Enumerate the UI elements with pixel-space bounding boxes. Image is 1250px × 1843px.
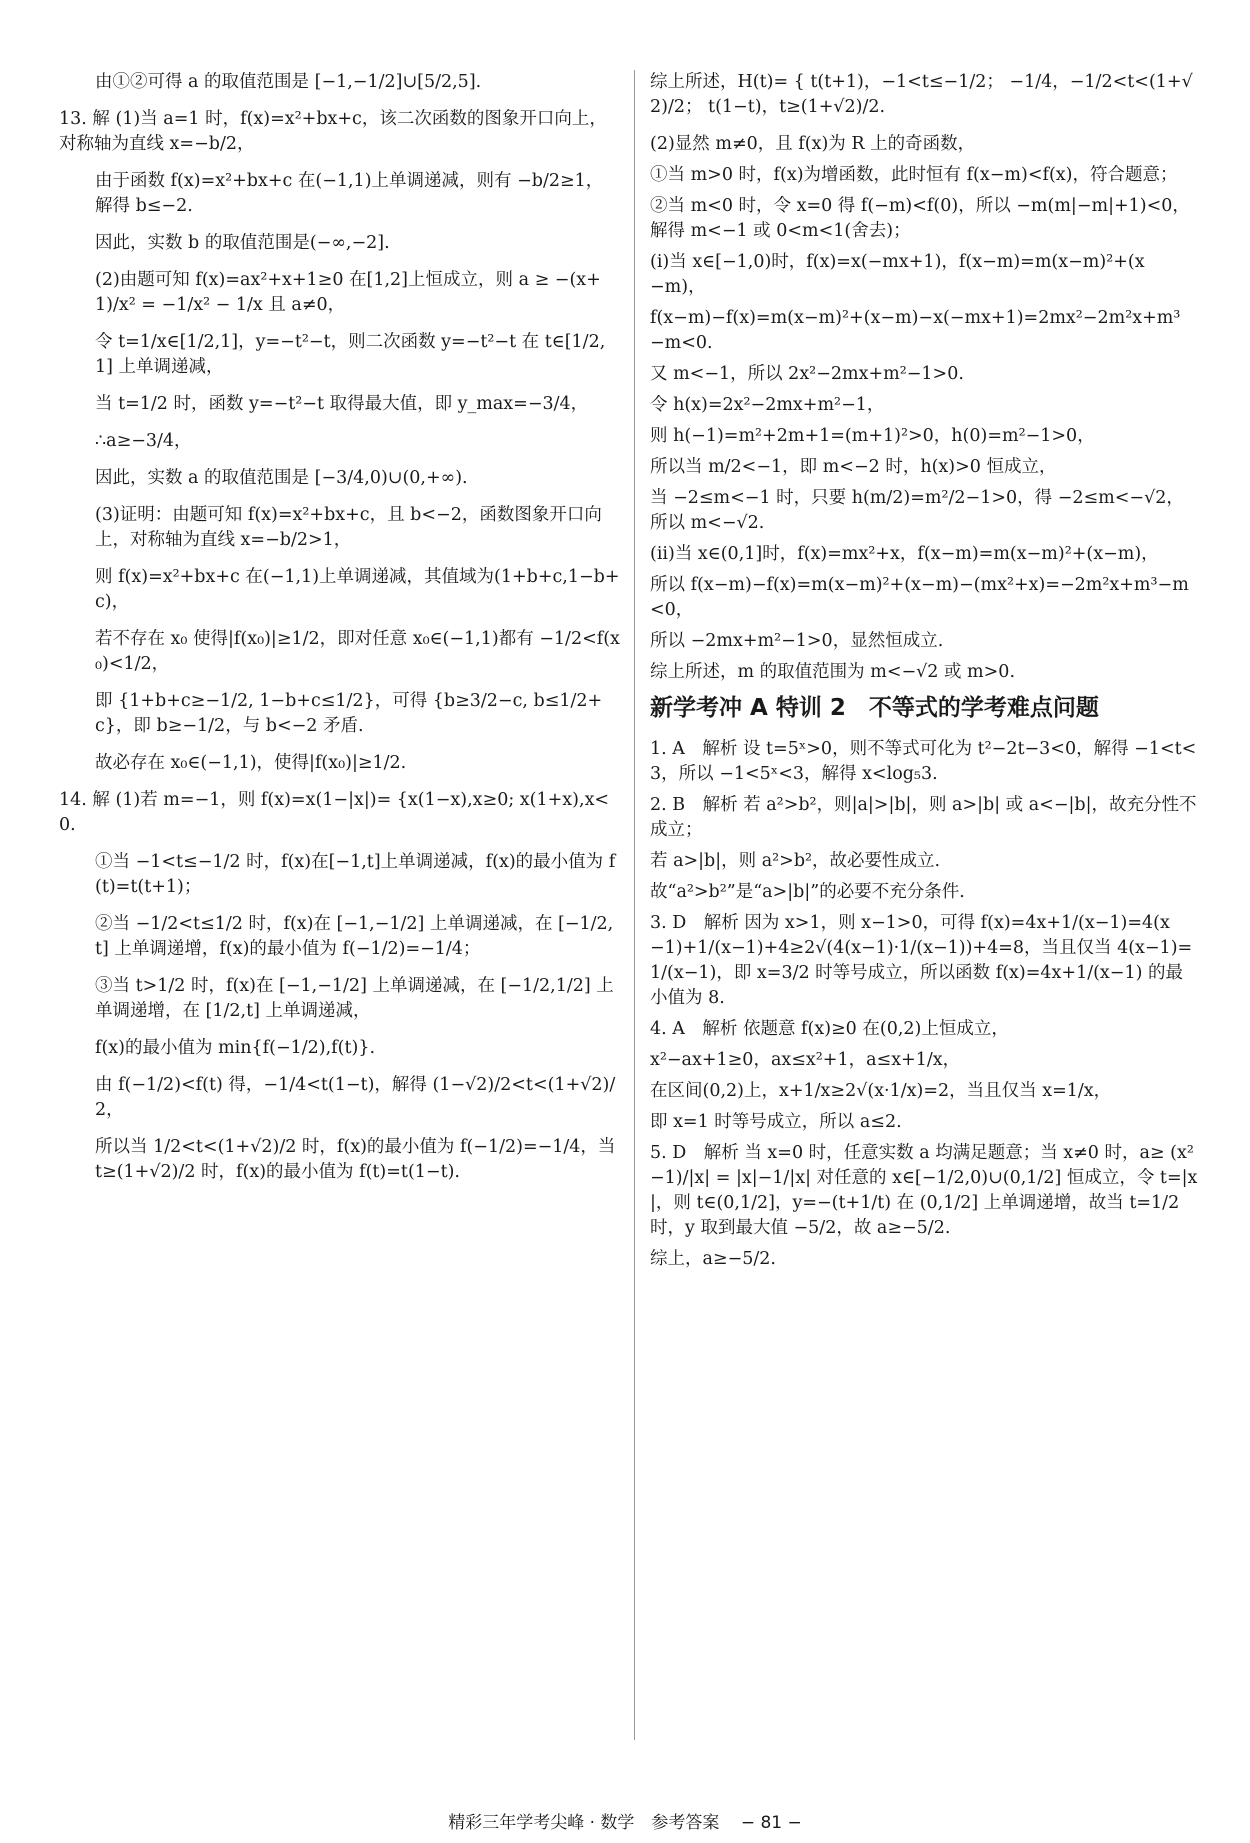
left-column bbox=[59, 70, 620, 1197]
text-line: (i)当 x∈[−1,0)时，f(x)=x(−mx+1)，f(x−m)=m(x−m)²+(x−m)， bbox=[650, 252, 1145, 297]
text-line: f(x−m)−f(x)=m(x−m)²+(x−m)−x(−mx+1)=2mx²−2m²x+m³−m<0. bbox=[650, 308, 1181, 353]
text-line: f(x)的最小值为 min{f(−1/2),f(t)}. bbox=[95, 1038, 376, 1058]
text-line: 在区间(0,2)上，x+1/x≥2√(x·1/x)=2，当且仅当 x=1/x， bbox=[650, 1081, 1112, 1101]
text-line: 因此，实数 b 的取值范围是(−∞,−2]. bbox=[95, 233, 390, 253]
column-divider bbox=[634, 70, 635, 1740]
text-line: 因此，实数 a 的取值范围是 [−3/4,0)∪(0,+∞). bbox=[95, 468, 468, 488]
text-line: ②当 −1/2<t≤1/2 时，f(x)在 [−1,−1/2] 上单调递减，在 [−1/2,t] 上单调递增，f(x)的最小值为 f(−1/2)=−1/4； bbox=[95, 914, 614, 959]
section-title: 新学考冲 A 特训 2 不等式的学考难点问题 bbox=[650, 695, 1099, 721]
text-line: 则 h(−1)=m²+2m+1=(m+1)²>0，h(0)=m²−1>0， bbox=[650, 426, 1095, 446]
text-line: 综上所述，m 的取值范围为 m<−√2 或 m>0. bbox=[650, 662, 1016, 682]
page-footer bbox=[0, 1808, 1250, 1833]
answer-5: 5. D 解析 当 x=0 时，任意实数 a 均满足题意；当 x≠0 时，a≥ (x²−1)/|x| = |x|−1/|x| 对任意的 x∈[−1/2,0)∪(0,1/2] 恒成立，令 t=|x|，则 t∈(0,1/2]，y=−(t+1/t) 在 (0,1/2] 上单调递增，故当 t=1/2 时，y 取到最大值 −5/2，故 a≥−5/2. bbox=[650, 1143, 1198, 1238]
problem-14-part-1: 14. 解 (1)若 m=−1，则 f(x)=x(1−|x|)= {x(1−x),x≥0; x(1+x),x<0. bbox=[59, 790, 610, 835]
text-line: (3)证明：由题可知 f(x)=x²+bx+c，且 b<−2，函数图象开口向上，对称轴为直线 x=−b/2>1， bbox=[95, 505, 602, 550]
page-number: − 81 − bbox=[740, 1813, 802, 1833]
text-line: 即 x=1 时等号成立，所以 a≤2. bbox=[650, 1112, 902, 1132]
right-column bbox=[650, 70, 1200, 1278]
text-line: 当 t=1/2 时，函数 y=−t²−t 取得最大值，即 y_max=−3/4， bbox=[95, 394, 589, 414]
text-line: (2)显然 m≠0，且 f(x)为 R 上的奇函数， bbox=[650, 134, 976, 154]
text-line: 所以当 1/2<t<(1+√2)/2 时，f(x)的最小值为 f(−1/2)=−1/4，当 t≥(1+√2)/2 时，f(x)的最小值为 f(t)=t(1−t). bbox=[95, 1137, 616, 1182]
text-line: 综上，a≥−5/2. bbox=[650, 1249, 776, 1269]
text-line: 若 a>|b|，则 a²>b²，故必要性成立. bbox=[650, 851, 941, 871]
text-line: 综上所述，H(t)= { t(t+1)，−1<t≤−1/2； −1/4，−1/2<t<(1+√2)/2； t(1−t)，t≥(1+√2)/2. bbox=[650, 72, 1193, 117]
text-line: 则 f(x)=x²+bx+c 在(−1,1)上单调递减，其值域为(1+b+c,1−b+c)， bbox=[95, 567, 620, 612]
text-line: ①当 m>0 时，f(x)为增函数，此时恒有 f(x−m)<f(x)，符合题意； bbox=[650, 165, 1178, 185]
text-line: ①当 −1<t≤−1/2 时，f(x)在[−1,t]上单调递减，f(x)的最小值为 f(t)=t(t+1)； bbox=[95, 852, 616, 897]
text-line: 即 {1+b+c≥−1/2, 1−b+c≤1/2}，可得 {b≥3/2−c, b≤1/2+c}，即 b≥−1/2，与 b<−2 矛盾. bbox=[95, 691, 603, 736]
text-line: 所以 f(x−m)−f(x)=m(x−m)²+(x−m)−(mx²+x)=−2m²x+m³−m<0， bbox=[650, 575, 1189, 620]
text-line: 所以 −2mx+m²−1>0，显然恒成立. bbox=[650, 631, 944, 651]
text-line: 令 h(x)=2x²−2mx+m²−1， bbox=[650, 395, 885, 415]
text-line: (2)由题可知 f(x)=ax²+x+1≥0 在[1,2]上恒成立，则 a ≥ −(x+1)/x² = −1/x² − 1/x 且 a≠0， bbox=[95, 270, 601, 315]
text-line: 令 t=1/x∈[1/2,1]，y=−t²−t，则二次函数 y=−t²−t 在 t∈[1/2,1] 上单调递减， bbox=[95, 332, 606, 377]
text-line: 若不存在 x₀ 使得|f(x₀)|≥1/2，即对任意 x₀∈(−1,1)都有 −1/2<f(x₀)<1/2， bbox=[95, 629, 620, 674]
text-line: 当 −2≤m<−1 时，只要 h(m/2)=m²/2−1>0，得 −2≤m<−√2，所以 m<−√2. bbox=[650, 488, 1184, 533]
text-line: 又 m<−1，所以 2x²−2mx+m²−1>0. bbox=[650, 364, 964, 384]
answer-4: 4. A 解析 依题意 f(x)≥0 在(0,2)上恒成立， bbox=[650, 1019, 1009, 1039]
answer-2: 2. B 解析 若 a²>b²，则|a|>|b|，则 a>|b| 或 a<−|b|，故充分性不成立； bbox=[650, 795, 1197, 840]
text-line: 故“a²>b²”是“a>|b|”的必要不充分条件. bbox=[650, 882, 965, 902]
answer-3: 3. D 解析 因为 x>1，则 x−1>0，可得 f(x)=4x+1/(x−1)=4(x−1)+1/(x−1)+4≥2√(4(x−1)·1/(x−1))+4=8，当且仅当 4(x−1)=1/(x−1)，即 x=3/2 时等号成立，所以函数 f(x)=4x+1/(x−1) 的最小值为 8. bbox=[650, 913, 1193, 1008]
text-line: (ii)当 x∈(0,1]时，f(x)=mx²+x，f(x−m)=m(x−m)²+(x−m)， bbox=[650, 544, 1159, 564]
problem-13-part-1: 13. 解 (1)当 a=1 时，f(x)=x²+bx+c，该二次函数的图象开口向上，对称轴为直线 x=−b/2， bbox=[59, 109, 607, 154]
text-line: 故必存在 x₀∈(−1,1)，使得|f(x₀)|≥1/2. bbox=[95, 753, 407, 773]
text-line: 由①②可得 a 的取值范围是 [−1,−1/2]∪[5/2,5]. bbox=[95, 72, 482, 92]
text-line: ③当 t>1/2 时，f(x)在 [−1,−1/2] 上单调递减，在 [−1/2,1/2] 上单调递增，在 [1/2,t] 上单调递减， bbox=[95, 976, 614, 1021]
answer-1: 1. A 解析 设 t=5ˣ>0，则不等式可化为 t²−2t−3<0，解得 −1<t<3，所以 −1<5ˣ<3，解得 x<log₅3. bbox=[650, 739, 1197, 784]
text-line: 所以当 m/2<−1，即 m<−2 时，h(x)>0 恒成立， bbox=[650, 457, 1057, 477]
text-line: 由于函数 f(x)=x²+bx+c 在(−1,1)上单调递减，则有 −b/2≥1，解得 b≤−2. bbox=[95, 171, 604, 216]
footer-title: 精彩三年学考尖峰 · 数学 参考答案 bbox=[448, 1813, 720, 1833]
text-line: x²−ax+1≥0，ax≤x²+1，a≤x+1/x， bbox=[650, 1050, 961, 1070]
text-line: 由 f(−1/2)<f(t) 得，−1/4<t(1−t)，解得 (1−√2)/2<t<(1+√2)/2， bbox=[95, 1075, 616, 1120]
text-line: ∴a≥−3/4， bbox=[95, 431, 192, 451]
text-line: ②当 m<0 时，令 x=0 得 f(−m)<f(0)，所以 −m(m|−m|+1)<0，解得 m<−1 或 0<m<1(舍去)； bbox=[650, 196, 1190, 241]
